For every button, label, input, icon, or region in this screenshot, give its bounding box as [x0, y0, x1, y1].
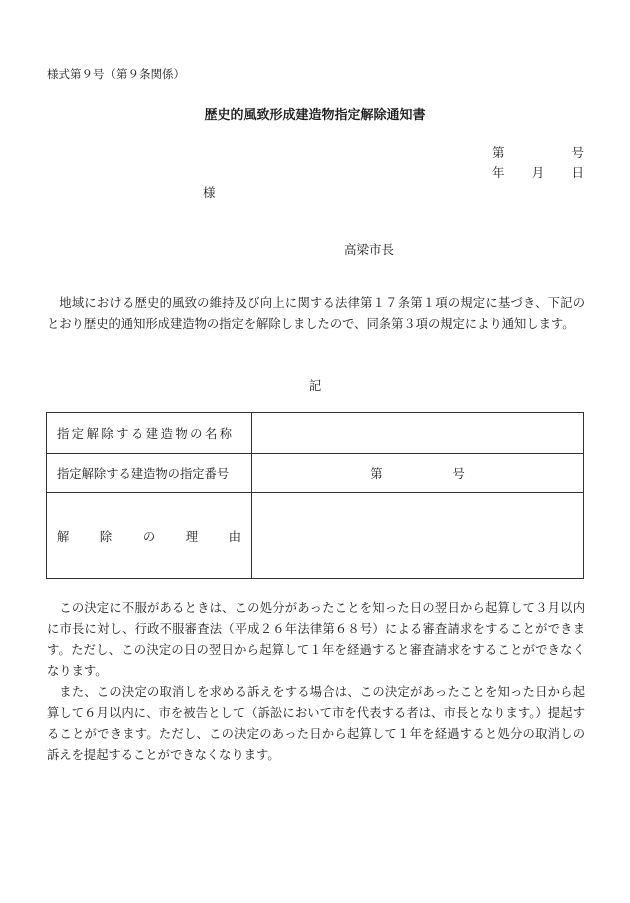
appeal-paragraph-2: また、この決定の取消しを求める訴えをする場合は、この決定があったことを知った日から起算して６月以内に、市を被告として（訴訟において市を代表する者は、市長となります。）提起することができます。ただし、この決定のあった日から起算して１年を経過すると処分の取消しの訴えを提起することができなくなります。: [47, 685, 585, 762]
issuer-name: 高梁市長: [344, 242, 395, 257]
designation-number-prefix: 第: [370, 467, 383, 481]
reason-value: [252, 493, 584, 579]
number-suffix: 号: [571, 145, 584, 160]
appeal-paragraph-1: この決定に不服があるときは、この処分があったことを知った日の翌日から起算して３月以内に市長に対し、行政不服審査法（平成２６年法律第６８号）による審査請求をすることができます。ただし、この決定の日の翌日から起算して１年を経過すると審査請求をすることができなくなります。: [47, 601, 585, 678]
addressee-suffix: 様: [203, 185, 216, 200]
date-line: [492, 163, 584, 181]
ki-heading: 記: [308, 378, 322, 393]
day-label: 日: [571, 165, 584, 180]
year-label: 年: [492, 165, 505, 180]
number-prefix: 第: [492, 145, 505, 160]
reason-label: 解 除 の 理 由: [47, 493, 252, 579]
designation-number-value: [252, 454, 584, 493]
table-row: [47, 493, 584, 579]
document-number-line: [492, 143, 584, 161]
table-row: [47, 454, 584, 493]
details-table: [46, 412, 584, 579]
designation-number-label: 指定解除する建造物の指定番号: [47, 454, 252, 493]
table-row: [47, 413, 584, 454]
notice-paragraph: 地域における歴史的風致の維持及び向上に関する法律第１７条第１項の規定に基づき、下記のとおり歴史的通知形成建造物の指定を解除しましたので、同条第３項の規定により通知します。: [47, 296, 585, 331]
building-name-label: 指定解除する建造物の名称: [47, 413, 252, 454]
designation-number-suffix: 号: [452, 467, 465, 481]
month-label: 月: [531, 165, 545, 180]
document-title: 歴史的風致形成建造物指定解除通知書: [204, 108, 426, 123]
building-name-value: [252, 413, 584, 454]
appeal-notice: [47, 598, 585, 766]
form-number-label: 様式第９号（第９条関係）: [47, 67, 185, 81]
